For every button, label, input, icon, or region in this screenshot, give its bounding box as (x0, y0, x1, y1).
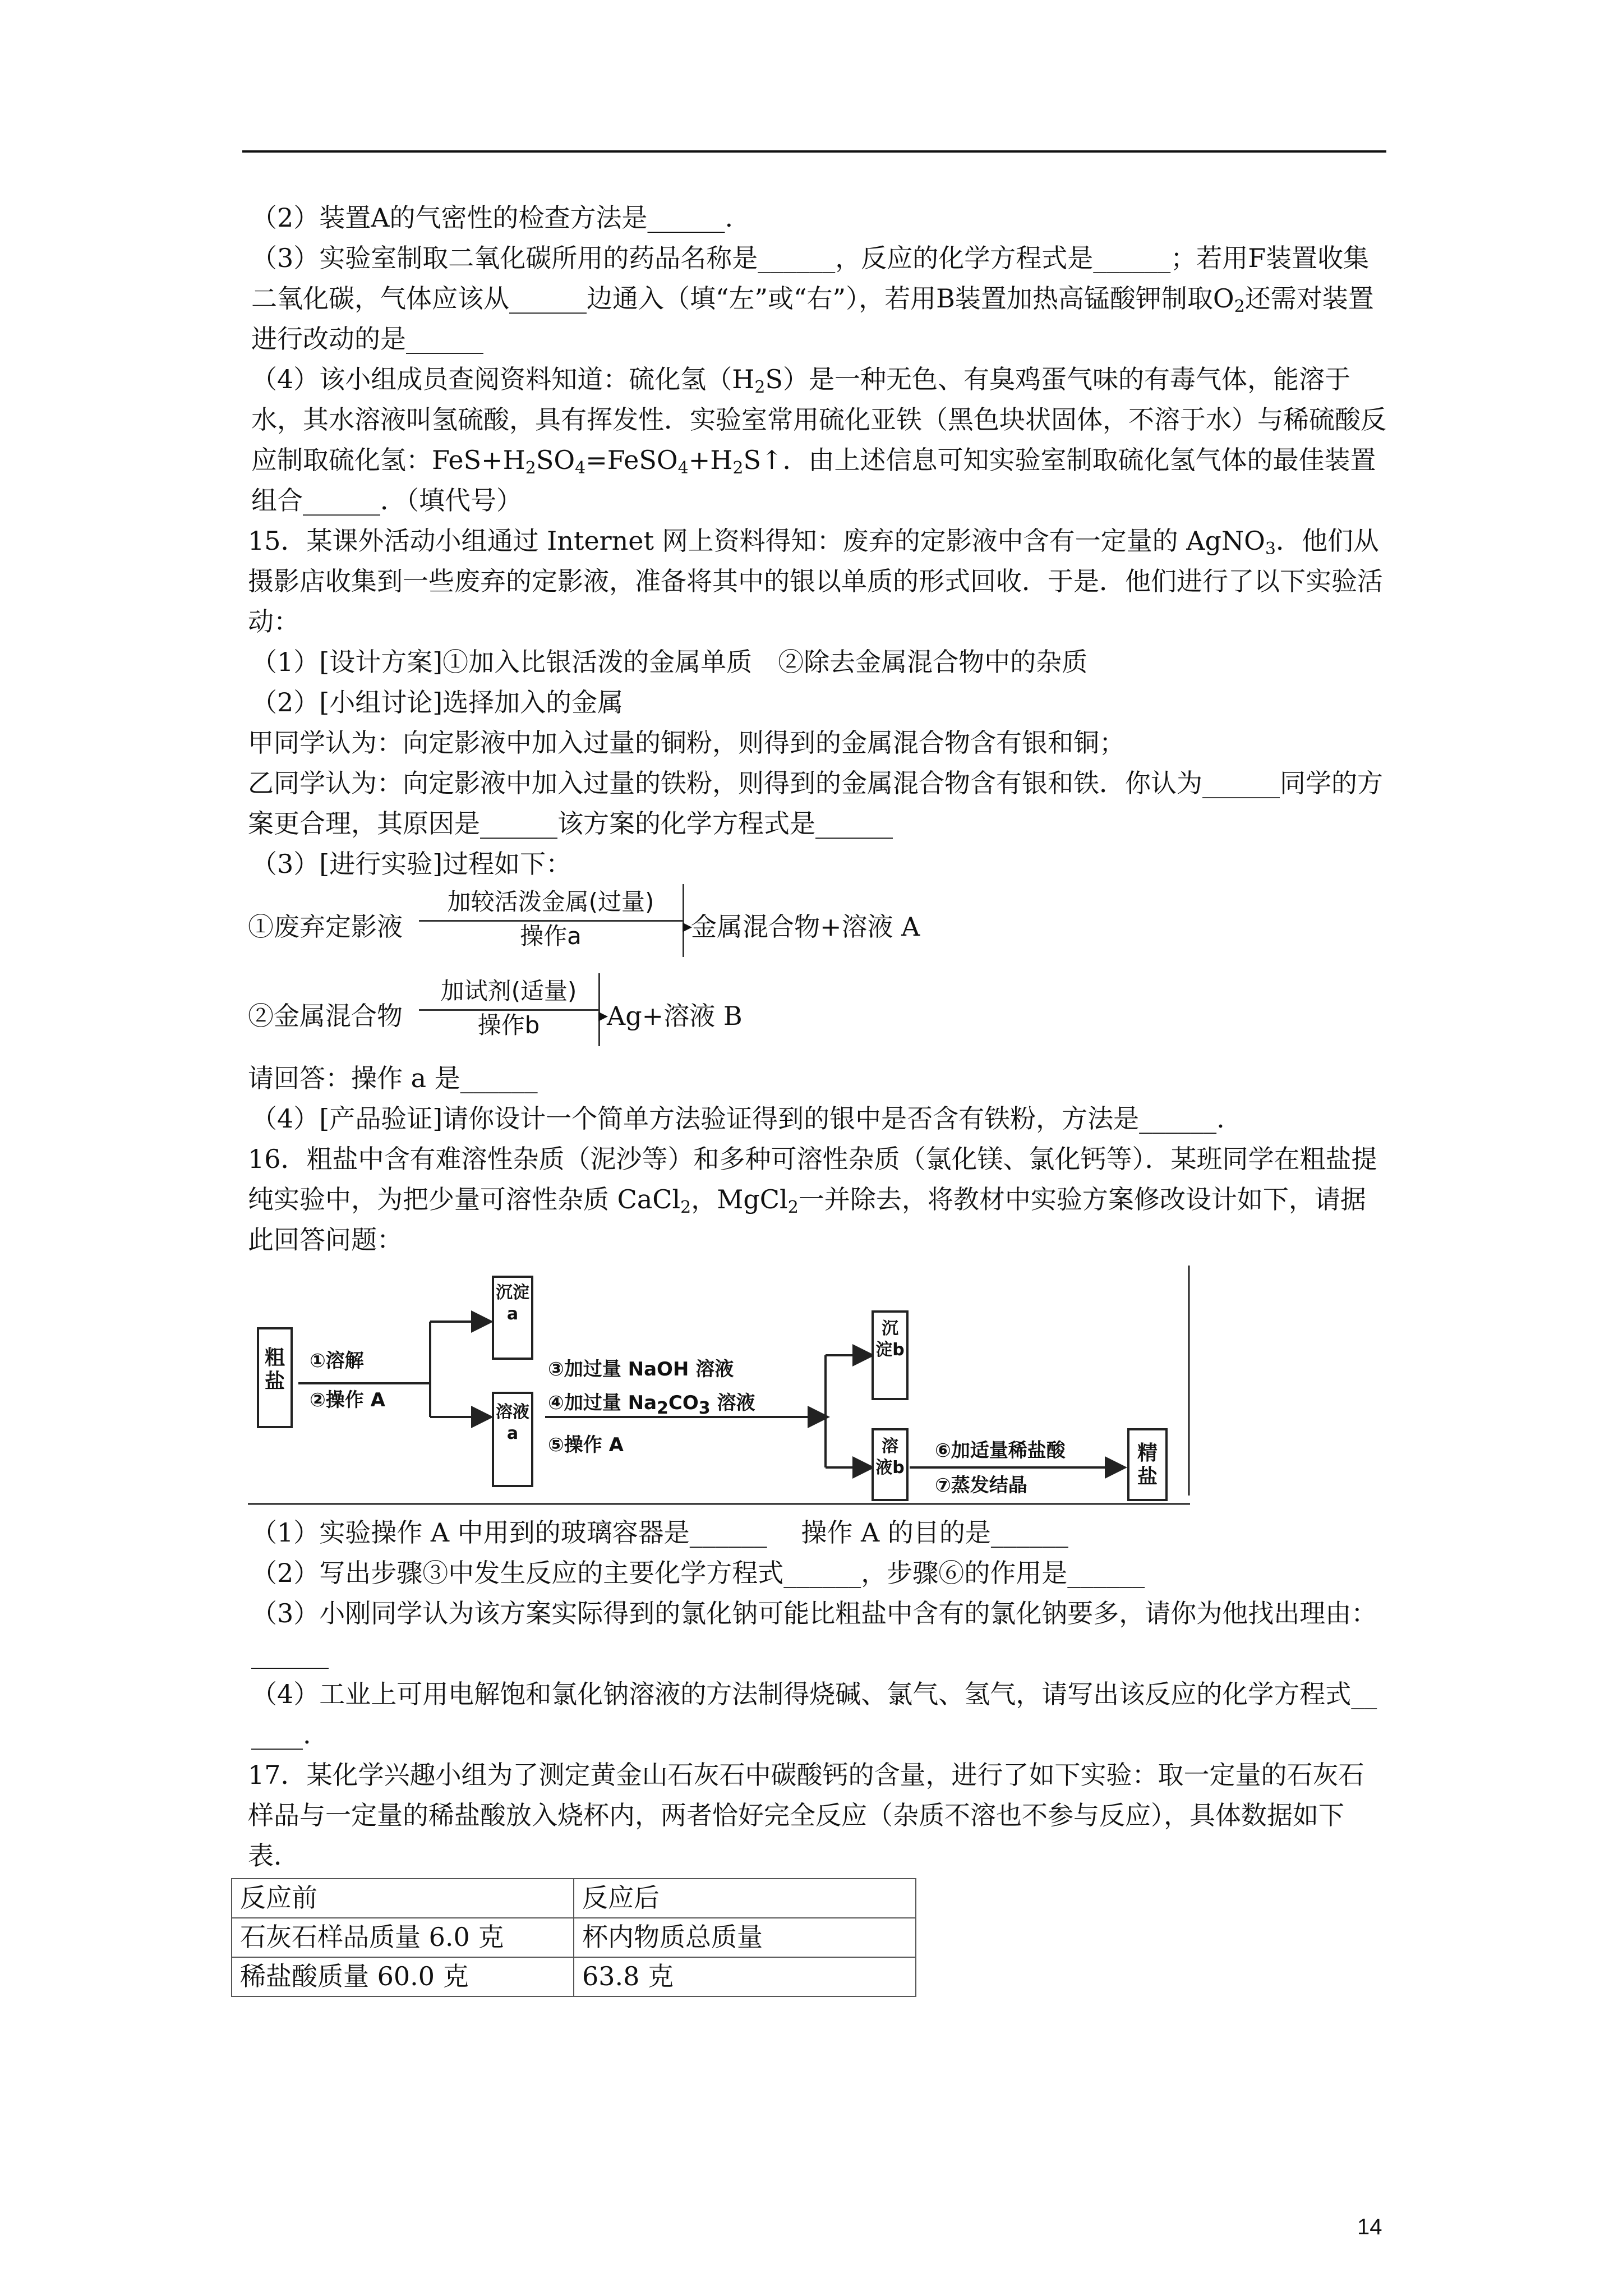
q16-part2: （2）写出步骤③中发生反应的主要化学方程式______，步骤⑥的作用是______ (251, 1558, 1145, 1588)
solution-b-box: 溶液b (872, 1428, 909, 1501)
table-row (232, 1918, 916, 1957)
q16-part3: （3）小刚同学认为该方案实际得到的氯化钠可能比粗盐中含有的氯化钠要多，请你为他找出理由：______ (251, 1598, 1377, 1669)
solution-a-box: 溶液a (492, 1392, 533, 1487)
q15-part1: （1）[设计方案]①加入比银活泼的金属单质 ②除去金属混合物中的杂质 (251, 647, 1088, 677)
q15-part4: （4）[产品验证]请你设计一个简单方法验证得到的银中是否含有铁粉，方法是______. (251, 1103, 1225, 1134)
flow1-arrow-icon: ▸ (683, 915, 693, 937)
q15-part3: （3）[进行实验]过程如下： (251, 849, 572, 879)
flowchart-lines (248, 1266, 1190, 1507)
q15-ask: 请回答：操作 a 是______ (248, 1063, 538, 1093)
q16-intro: 16．粗盐中含有难溶性杂质（泥沙等）和多种可溶性杂质（氯化镁、氯化钙等）．某班同学在粗盐提纯实验中，为把少量可溶性杂质 CaCl$_2$，MgCl$_2$一并除去，将教材中实验方案修改设计如下，请据此回答问题： (248, 1144, 1377, 1255)
step-operation-a: ②操作 A (310, 1389, 385, 1411)
table-row (232, 1957, 916, 1996)
flow1-operation: 操作a (419, 920, 683, 951)
flow2-arrow-icon: ▸ (598, 1004, 608, 1027)
fine-salt-box: 精盐 (1127, 1428, 1168, 1501)
q15-student-jia: 甲同学认为：向定影液中加入过量的铜粉，则得到的金属混合物含有银和铜； (248, 728, 1125, 758)
reaction-data-table (231, 1878, 916, 1997)
step-hcl: ⑥加适量稀盐酸 (935, 1439, 1066, 1462)
step-evaporate: ⑦蒸发结晶 (935, 1474, 1027, 1497)
q14-part2: （2）装置A的气密性的检查方法是______. (251, 203, 734, 233)
flow1-label: ①废弃定影液 (248, 912, 403, 942)
q15-student-yi: 乙同学认为：向定影液中加入过量的铁粉，则得到的金属混合物含有银和铁．你认为______同学的方案更合理，其原因是______该方案的化学方程式是______ (248, 768, 1383, 839)
flow2-operation: 操作b (419, 1009, 598, 1040)
purification-flowchart (248, 1266, 1190, 1507)
header-before: 反应前 (232, 1879, 574, 1918)
step-dissolve: ①溶解 (310, 1350, 364, 1372)
q16-part1: （1）实验操作 A 中用到的玻璃容器是______ 操作 A 的目的是______ (251, 1517, 1068, 1548)
step-na2co3: ④加过量 $Na_2CO_3$ 溶液 (548, 1392, 755, 1418)
q17-intro: 17．某化学兴趣小组为了测定黄金山石灰石中碳酸钙的含量，进行了如下实验：取一定量的石灰石样品与一定量的稀盐酸放入烧杯内，两者恰好完全反应（杂质不溶也不参与反应），具体数据如下表． (248, 1760, 1364, 1871)
flow2-arrow-box (419, 973, 600, 1046)
page-number: 14 (1357, 2215, 1382, 2239)
precipitate-a-box: 沉淀a (492, 1276, 533, 1360)
table-row (232, 1879, 916, 1918)
q14-part4: （4）该小组成员查阅资料知道：硫化氢$(H_2S)$是一种无色、有臭鸡蛋气味的有毒气体，能溶于水，其水溶液叫氢硫酸，具有挥发性．实验室常用硫化亚铁（黑色块状固体，不溶于水）与稀硫酸反应制取硫化氢：$FeS+H_2SO_4=FeSO_4+H_2S↑$．由上述信息可知实验室制取硫化氢气体的最佳装置组合______．（填代号） (251, 364, 1386, 516)
header-after: 反应后 (574, 1879, 916, 1918)
limestone-mass: 石灰石样品质量 6.0 克 (232, 1918, 574, 1957)
precipitate-b-box: 沉淀b (872, 1310, 909, 1400)
q15-part2: （2）[小组讨论]选择加入的金属 (251, 687, 624, 717)
flow2-label: ②金属混合物 (248, 1001, 403, 1031)
total-mass-value: 63.8 克 (574, 1957, 916, 1996)
q14-part3: （3）实验室制取二氧化碳所用的药品名称是______，反应的化学方程式是______；若用F装置收集二氧化碳，气体应该从______边通入（填“左”或“右”），若用B装置加热高锰酸钾制取$O_2$还需对装置进行改动的是______ (251, 243, 1374, 354)
step-operation-a-2: ⑤操作 A (548, 1434, 624, 1456)
total-mass-label: 杯内物质总质量 (574, 1918, 916, 1957)
page-content (240, 197, 1386, 1997)
flow1-result: 金属混合物+溶液 A (691, 912, 920, 942)
flow1-arrow-box (419, 884, 684, 957)
crude-salt-box: 粗盐 (257, 1327, 293, 1428)
q16-part4: （4）工业上可用电解饱和氯化钠溶液的方法制得烧碱、氯气、氢气，请写出该反应的化学方程式______. (251, 1679, 1377, 1750)
flow2-condition: 加试剂(适量) (440, 977, 577, 1005)
q15-intro: 15．某课外活动小组通过 Internet 网上资料得知：废弃的定影液中含有一定量的 AgNO$_3$．他们从摄影店收集到一些废弃的定影液，准备将其中的银以单质的形式回收．于是．他们进行了以下实验活动： (248, 526, 1383, 637)
header-rule (242, 150, 1386, 153)
flow1-condition: 加较活泼金属(过量) (447, 888, 654, 915)
flow2-result: Ag+溶液 B (607, 1001, 743, 1031)
step-naoh: ③加过量 NaOH 溶液 (548, 1358, 734, 1381)
flow-step-2 (248, 973, 1386, 1055)
flow-step-1 (248, 884, 1386, 965)
acid-mass: 稀盐酸质量 60.0 克 (232, 1957, 574, 1996)
